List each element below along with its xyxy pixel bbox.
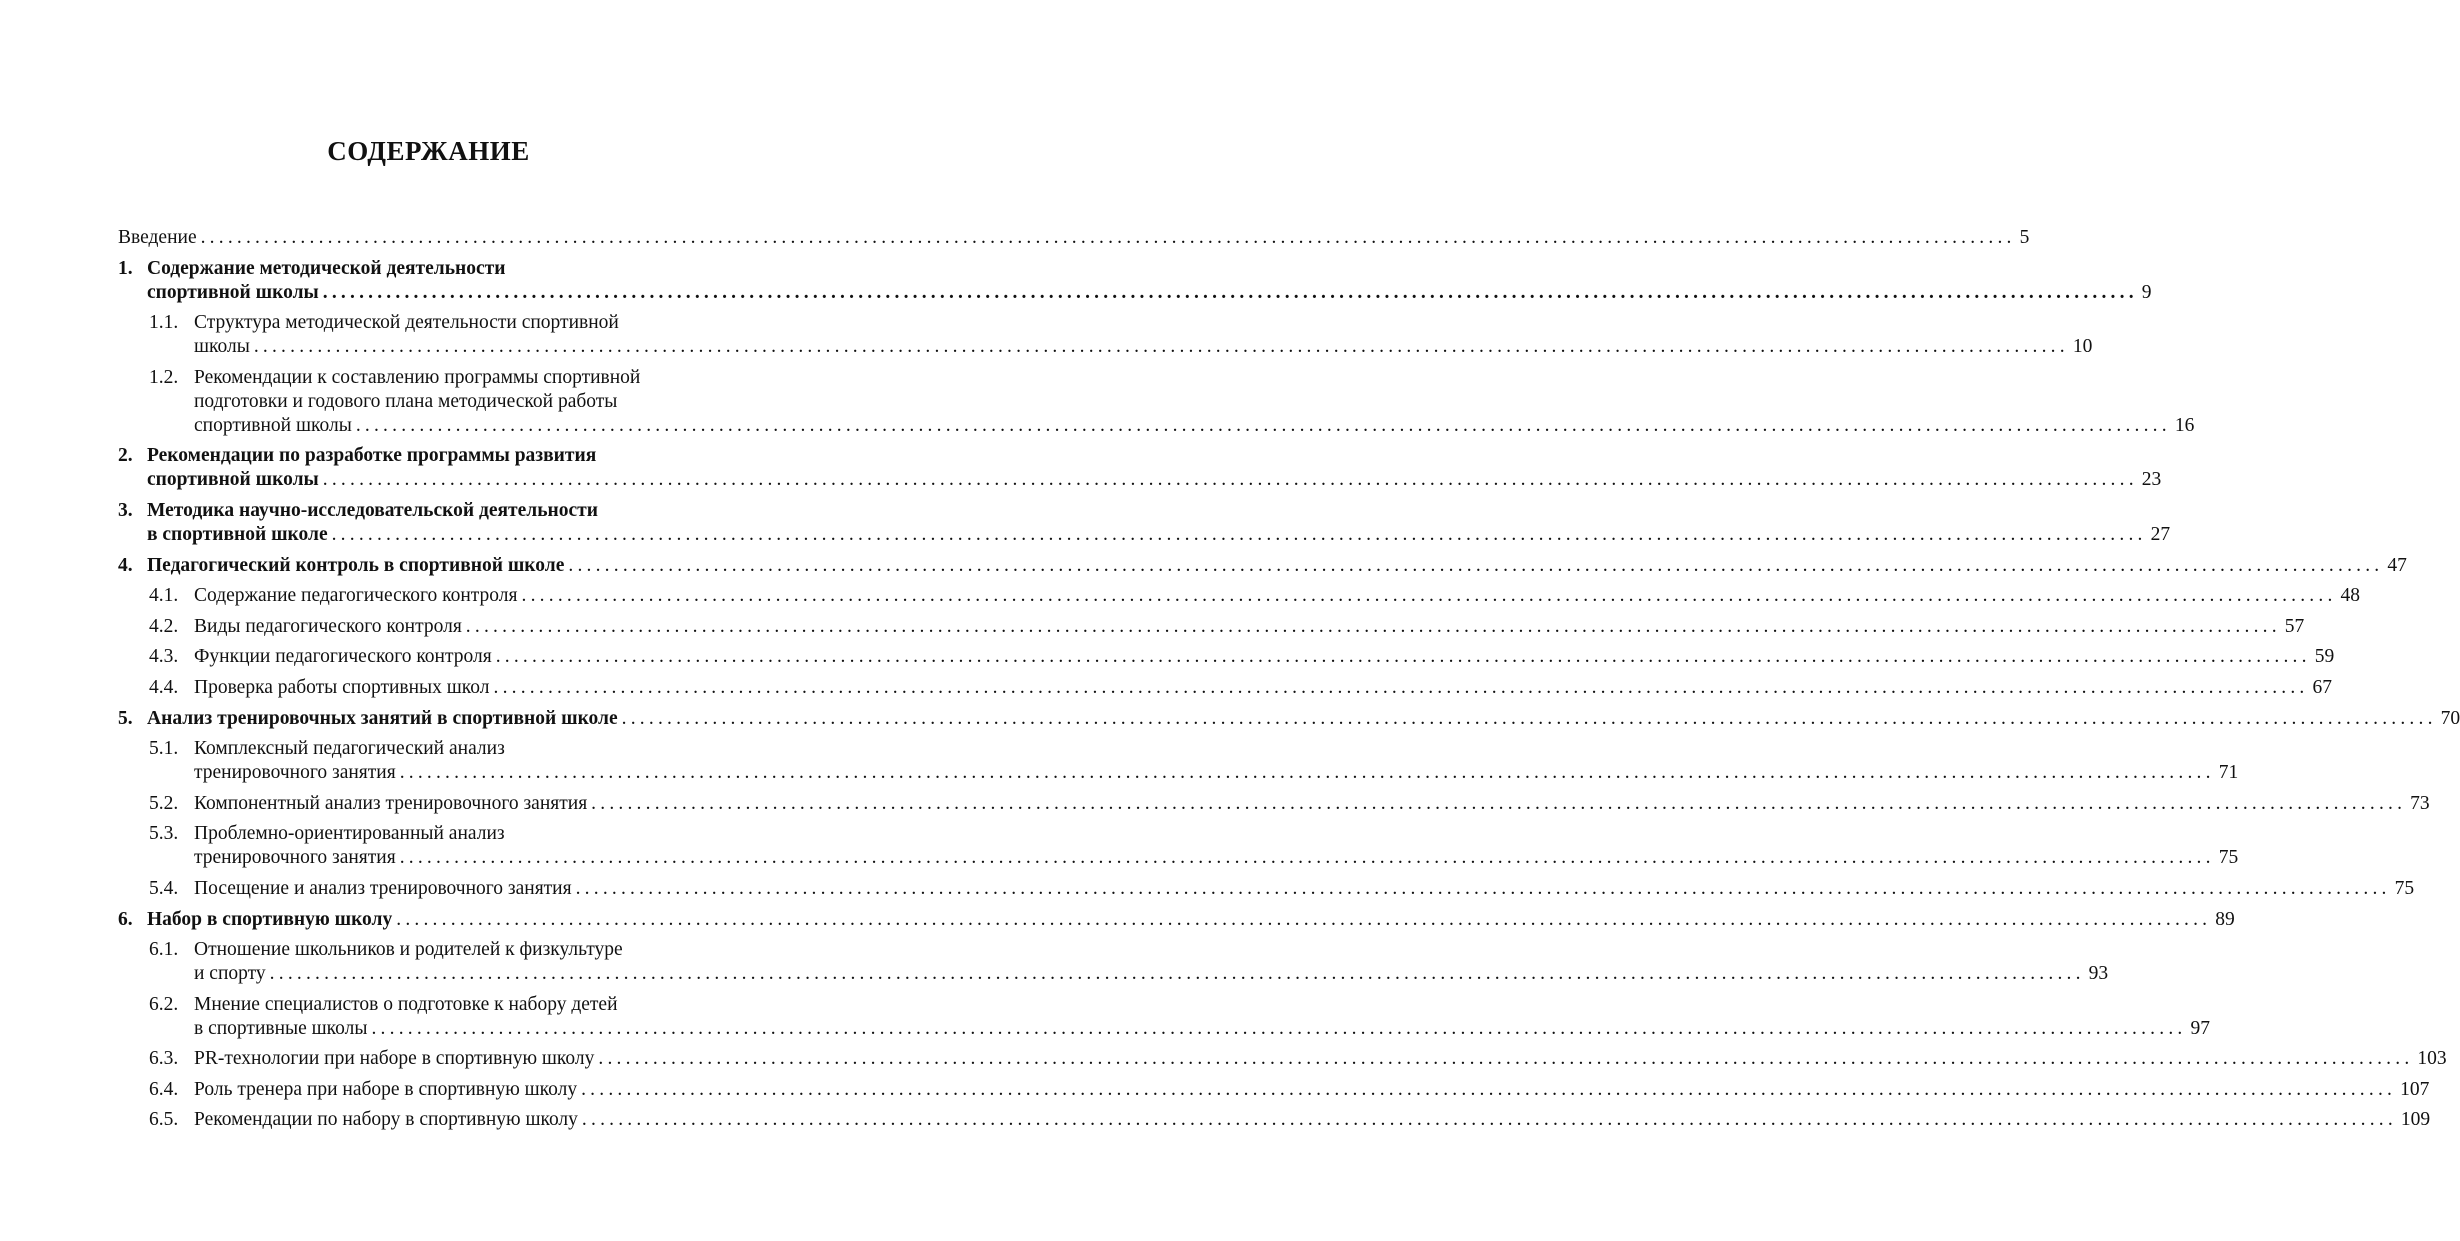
dot-leader: ........................................................................................................................................................................................................ (269, 963, 2085, 985)
toc-page-number: 16 (2174, 414, 2195, 436)
toc-entry-title: спортивной школы (147, 469, 319, 491)
toc-entry-number: 5.1. (149, 738, 179, 760)
toc-subsection (118, 822, 2239, 870)
toc-subsection (118, 1078, 2430, 1102)
dot-leader: ........................................................................................................................................................................................................ (253, 336, 2069, 358)
toc-entry-number: 6.5. (149, 1109, 179, 1131)
toc-entry-number: 5.4. (149, 877, 179, 899)
toc-entry-title: Педагогический контроль в спортивной школе (147, 554, 565, 576)
dot-leader: ........................................................................................................................................................................................................ (493, 676, 2309, 698)
toc-page-number: 10 (2072, 336, 2093, 358)
dot-leader: ........................................................................................................................................................................................................ (331, 523, 2147, 545)
dot-leader: ........................................................................................................................................................................................................ (465, 615, 2281, 637)
toc-subsection (118, 737, 2239, 785)
toc-section (118, 499, 2171, 547)
toc-entry-number: 5.2. (149, 792, 179, 814)
toc-subsection (118, 645, 2335, 669)
toc-page-number: 93 (2088, 963, 2109, 985)
toc-entry-title: тренировочного занятия (194, 762, 396, 784)
toc-entry-number: 1. (118, 257, 133, 279)
toc-page-number: 107 (2400, 1078, 2430, 1100)
dot-leader: ........................................................................................................................................................................................................ (581, 1109, 2397, 1131)
toc-entry-number: 4.3. (149, 646, 179, 668)
toc-page-number: 97 (2190, 1017, 2210, 1039)
toc-section (118, 908, 2235, 932)
toc-subsection (118, 676, 2332, 700)
table-of-contents (118, 226, 2460, 1139)
toc-entry-title: Посещение и анализ тренировочного занятия (194, 877, 572, 899)
dot-leader: ........................................................................................................................................................................................................ (581, 1078, 2397, 1100)
toc-section (118, 707, 2460, 731)
dot-leader: ........................................................................................................................................................................................................ (322, 281, 2138, 303)
toc-page-number: 57 (2284, 615, 2305, 637)
toc-subsection (118, 792, 2430, 816)
toc-entry-title: Анализ тренировочных занятий в спортивной школе (147, 707, 618, 729)
toc-page-number: 5 (2019, 227, 2030, 248)
dot-leader: ........................................................................................................................................................................................................ (495, 646, 2311, 668)
dot-leader: ........................................................................................................................................................................................................ (521, 585, 2337, 607)
toc-entry-number: 5. (118, 707, 133, 729)
toc-entry-title: Комплексный педагогический анализ (194, 738, 505, 760)
toc-page-number: 9 (2141, 281, 2152, 303)
toc-page-number: 103 (2417, 1048, 2447, 1070)
dot-leader: ........................................................................................................................................................................................................ (399, 762, 2215, 784)
toc-subsection (118, 1108, 2431, 1132)
toc-entry-title: Отношение школьников и родителей к физкультуре (194, 939, 623, 961)
toc-entry-title: Рекомендации по разработке программы развития (147, 445, 597, 467)
dot-leader: ........................................................................................................................................................................................................ (355, 414, 2171, 436)
toc-subsection (118, 938, 2109, 986)
dot-leader: ........................................................................................................................................................................................................ (396, 908, 2212, 930)
toc-section (118, 444, 2162, 492)
toc-section (118, 554, 2407, 578)
toc-entry-title: Виды педагогического контроля (194, 615, 462, 637)
toc-entry-number: 5.3. (149, 823, 179, 845)
toc-entry-title: Набор в спортивную школу (147, 908, 393, 930)
toc-subsection (118, 584, 2361, 608)
toc-entry-number: 6.2. (149, 993, 179, 1015)
toc-entry-title: PR-технологии при наборе в спортивную школу (194, 1048, 595, 1070)
toc-entry-intro (118, 226, 2030, 250)
toc-page-number: 75 (2218, 847, 2239, 869)
toc-entry-number: 4. (118, 554, 133, 576)
toc-entry-number: 6. (118, 908, 133, 930)
toc-entry-title: в спортивной школе (147, 523, 328, 545)
toc-page-number: 109 (2400, 1109, 2431, 1131)
toc-entry-title: Проблемно-ориентированный анализ (194, 823, 505, 845)
toc-entry-number: 4.2. (149, 615, 179, 637)
dot-leader: ........................................................................................................................................................................................................ (568, 554, 2384, 576)
toc-entry-title: школы (194, 336, 250, 358)
dot-leader: ........................................................................................................................................................................................................ (598, 1048, 2414, 1070)
toc-entry-title: Содержание методической деятельности (147, 257, 506, 279)
toc-section (118, 257, 2152, 305)
toc-entry-title: Роль тренера при наборе в спортивную школу (194, 1078, 578, 1100)
toc-entry-title: Функции педагогического контроля (194, 646, 492, 668)
toc-entry-title: спортивной школы (147, 281, 319, 303)
toc-entry-title: тренировочного занятия (194, 847, 396, 869)
toc-entry-title: в спортивные школы (194, 1017, 368, 1039)
toc-page-number: 70 (2440, 707, 2460, 729)
toc-entry-number: 2. (118, 445, 133, 467)
toc-entry-title: спортивной школы (194, 414, 352, 436)
dot-leader: ........................................................................................................................................................................................................ (322, 469, 2138, 491)
toc-page-number: 71 (2218, 762, 2239, 784)
toc-entry-number: 4.4. (149, 676, 179, 698)
toc-page-number: 47 (2387, 554, 2407, 576)
dot-leader: ........................................................................................................................................................................................................ (591, 792, 2407, 814)
toc-entry-title: Рекомендации по набору в спортивную школу (194, 1109, 578, 1131)
toc-entry-number: 6.3. (149, 1048, 179, 1070)
dot-leader: ........................................................................................................................................................................................................ (371, 1017, 2187, 1039)
toc-entry-number: 6.1. (149, 939, 179, 961)
toc-subsection (118, 877, 2415, 901)
toc-page-number: 23 (2141, 469, 2162, 491)
toc-page-number: 89 (2215, 908, 2235, 930)
toc-subsection (118, 615, 2305, 639)
toc-entry-number: 1.2. (149, 366, 179, 388)
toc-entry-title: Рекомендации к составлению программы спортивной (194, 366, 641, 388)
toc-entry-number: 6.4. (149, 1078, 179, 1100)
toc-entry-title: Компонентный анализ тренировочного занятия (194, 792, 588, 814)
toc-subsection (118, 993, 2210, 1041)
toc-subsection (118, 366, 2195, 438)
toc-entry-number: 1.1. (149, 312, 179, 334)
toc-page-number: 73 (2410, 792, 2430, 814)
toc-entry-title: Структура методической деятельности спортивной (194, 312, 619, 334)
toc-page-number: 27 (2150, 523, 2171, 545)
dot-leader: ........................................................................................................................................................................................................ (200, 227, 2016, 248)
toc-page-number: 75 (2394, 877, 2415, 899)
toc-page-number: 59 (2314, 646, 2335, 668)
toc-entry-title: и спорту (194, 963, 266, 985)
toc-entry-title: Мнение специалистов о подготовке к набору детей (194, 993, 618, 1015)
page-title: СОДЕРЖАНИЕ (327, 136, 530, 166)
toc-subsection (118, 311, 2093, 359)
toc-entry-title: Методика научно-исследовательской деятельности (147, 499, 598, 521)
toc-subsection (118, 1047, 2447, 1071)
dot-leader: ........................................................................................................................................................................................................ (621, 707, 2437, 729)
toc-page-number: 67 (2312, 676, 2332, 698)
toc-entry-number: 3. (118, 499, 133, 521)
toc-page-number: 48 (2340, 585, 2361, 607)
dot-leader: ........................................................................................................................................................................................................ (575, 877, 2391, 899)
toc-entry-title: подготовки и годового плана методической работы (194, 390, 618, 412)
toc-entry-title: Введение (118, 227, 197, 248)
toc-entry-number: 4.1. (149, 585, 179, 607)
dot-leader: ........................................................................................................................................................................................................ (399, 847, 2215, 869)
toc-entry-title: Проверка работы спортивных школ (194, 676, 490, 698)
toc-entry-title: Содержание педагогического контроля (194, 585, 518, 607)
